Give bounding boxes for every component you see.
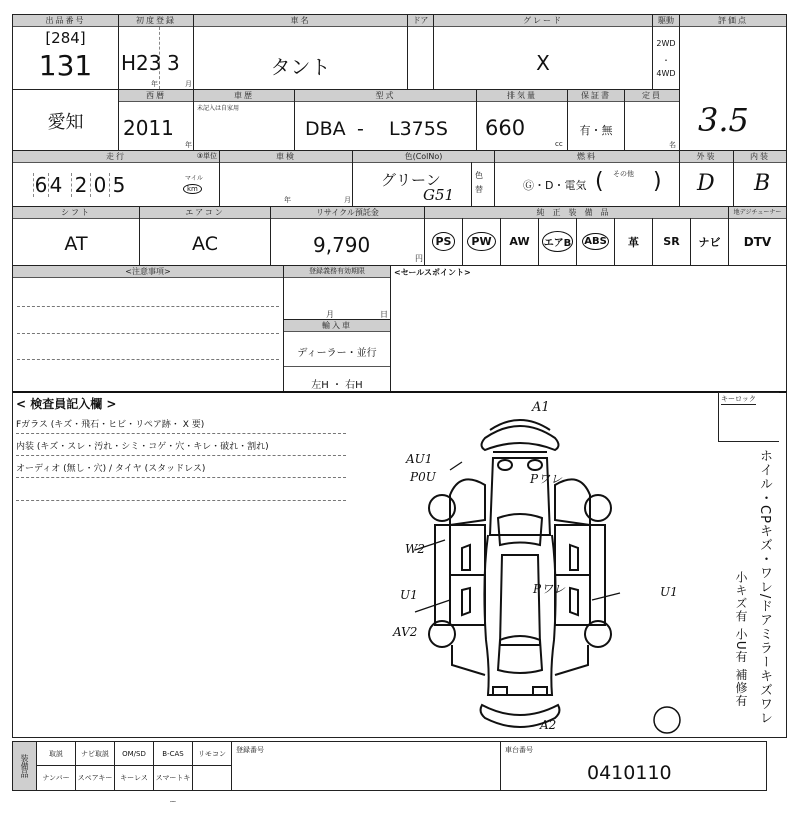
inspector-line-glass: Fガラス (キズ・飛石・ヒビ・リペア跡・ X 要) [16,420,205,430]
exterior-value: D [697,171,715,196]
accessory-om-sd: OM/SD [115,742,154,765]
mileage-aux-label: ③単位 [196,152,217,160]
region: 愛知 [47,112,84,133]
equipment-airbag: エアB [539,218,577,265]
aircon-cell [139,206,271,266]
key-lock-label: キーロック [721,395,756,403]
displacement-value: 660 [485,116,526,140]
equipment-label: 純正装備品 [425,207,728,219]
mark-left-front-door: W2 [405,542,425,556]
mark-roof: Pワレ [533,582,566,596]
displacement-label: 排気量 [477,90,567,102]
first-registration-era-year: H23 [121,51,162,75]
auction-code: [284] [45,29,86,47]
car-name: タント [270,55,331,79]
equipment-aw: AW [501,218,539,265]
model-year-label: 西暦 [119,90,193,102]
recycle-unit: 円 [415,254,423,263]
equipment-cell [424,206,729,266]
drive-cell [652,14,680,90]
drive-label: 駆動 [653,15,679,27]
mileage-digit: 4 [49,173,63,197]
capacity-cell [624,89,680,151]
mileage-digit: 5 [109,173,128,197]
year-unit: 年 [151,80,158,88]
fuel-paren-open: ( [595,169,604,194]
car-name-label: 車名 [194,15,407,27]
chassis-cell [500,741,767,791]
sales-points-label: <セールスポイント> [394,268,471,277]
expiry-day-unit: 日 [380,310,388,319]
color-label: 色(ColNo) [353,151,494,163]
accessory-bcas: B-CAS [154,742,193,765]
car-damage-diagram [390,400,650,730]
grade-cell [433,14,653,90]
inspection-year-unit: 年 [284,196,291,204]
aircon-value: AC [192,233,218,255]
model-type-label: 型式 [295,90,476,102]
reg-number-label: 登録番号 [236,746,264,754]
notes-label: <注意事項> [13,266,283,278]
history-label: 車歴 [194,90,294,102]
color-swap-label: 色替 [475,171,483,194]
exterior-label: 外装 [680,151,733,163]
fuel-paren-close: ) [653,169,662,194]
mark-hood: Pワレ [530,472,563,486]
model-type-cell [294,89,477,151]
import-label: 輸入車 [284,320,390,332]
equipment-abs: ABS [577,218,615,265]
equipment-sr: SR [653,218,691,265]
accessory-remote: リモコン [198,750,226,758]
capacity-unit: 名 [669,141,676,149]
lot-number: 131 [38,49,93,82]
interior-cell [733,150,787,207]
fuel-other-label: その他 [613,170,634,178]
grade-value: X [536,51,550,75]
tuner-label: 地デジチューナー [729,207,786,219]
equipment-navi: ナビ [698,235,721,249]
warranty-cell [567,89,625,151]
first-registration-label: 初度登録 [119,15,193,27]
displacement-cell [476,89,568,151]
equipment-list [425,218,728,265]
accessory-smart-key: スマートキー [154,766,193,790]
reg-number-cell [231,741,501,791]
recycle-cell [270,206,425,266]
inspection-cell [219,150,353,207]
model-type-code: L375S [389,118,448,140]
score-label: 評価点 [680,15,786,27]
mileage-digit: 0 [90,173,109,197]
notes-cell [12,265,284,392]
mark-left-rear-door: U1 [400,588,418,602]
first-registration-month: 3 [167,51,180,75]
mileage-unit-km: km [183,184,202,194]
accessories-cell [12,741,232,806]
score-value: 3.5 [698,101,749,139]
accessory-navi-manual: ナビ取説 [76,742,115,765]
accessories-side-label: 装備品 [13,742,37,790]
accessory-number-plate: ナンバー [37,766,76,790]
car-name-cell [193,14,408,90]
accessory-spare-key: スペアキー [76,766,115,790]
lot-cell [12,14,119,90]
equipment-ps: PS [425,218,463,265]
mileage-digits [33,173,128,197]
mark-right-rear-door: U1 [660,585,678,599]
inspector-line-interior: 内装 (キズ・スレ・汚れ・シミ・コゲ・穴・キレ・破れ・割れ) [16,442,269,452]
key-lock-box [718,392,779,442]
inspection-label: 車検 [220,151,352,163]
equipment-leather: 革 [615,218,653,265]
mileage-digit: 6 [34,173,48,197]
fuel-label: 燃料 [495,151,679,163]
import-handle: 左H ・ 右H [311,380,363,391]
color-code: G51 [423,186,455,204]
equipment-pw: PW [463,218,501,265]
fuel-cell [494,150,680,207]
exterior-cell [679,150,734,207]
color-name: グリーン [381,171,441,189]
aircon-label: エアコン [140,207,270,219]
model-year-unit: 年 [185,141,192,149]
tuner-value: DTV [743,235,772,249]
displacement-unit: cc [555,140,563,148]
shift-value: AT [64,233,88,255]
shift-cell [12,206,140,266]
grade-label: グレード [434,15,652,27]
drive-2wd: 2WD [656,39,676,48]
inspector-title: < 検査員記入欄 > [16,397,117,411]
registration-expiry-cell [283,265,391,320]
sales-points-cell [390,265,787,392]
accessory-manual: 取説 [37,742,76,765]
doors-cell [407,14,434,90]
model-type-prefix: DBA [305,118,346,140]
lot-label: 出品番号 [13,15,118,27]
mileage-unit-mile: マイル [185,175,203,182]
interior-value: B [754,171,771,196]
recycle-value: 9,790 [313,233,371,257]
accessory-keyless: キーレス [115,766,154,790]
month-unit: 月 [185,80,192,88]
first-registration-cell [118,14,194,90]
drive-sep: ・ [662,56,670,65]
registration-expiry-label: 登録義務有効期限 [284,266,390,278]
import-dealer: ディーラー・並行 [297,348,377,359]
mark-left-fender-2: P0U [410,470,436,484]
tuner-cell [728,206,787,266]
inspector-line-audio: オーディオ (無し・穴) / タイヤ (スタッドレス) [16,464,206,474]
capacity-label: 定員 [625,90,679,102]
mark-left-rear-fender: AV2 [393,625,418,639]
recycle-label: リサイクル預託金 [271,207,424,219]
import-cell [283,319,391,392]
mark-left-fender-1: AU1 [406,452,433,466]
mark-front-bumper: A1 [532,400,550,415]
region-cell [12,89,119,151]
spare-tire-icon [652,705,682,735]
side-notes-col1: ホイル・CPキズ・ワレ/ドアミラーキズワレ [757,449,772,726]
expiry-month-unit: 月 [326,310,334,319]
warranty-value: 有・無 [579,124,613,137]
fuel-options: Ⓖ・D・電気 [523,179,587,192]
chassis-label: 車台番号 [505,746,533,754]
history-note: 未記入は自家用 [197,105,240,112]
mileage-cell [12,150,220,207]
accessory-blank [193,766,231,790]
model-year: 2011 [123,116,174,140]
mileage-digit: 2 [71,173,90,197]
color-cell [352,150,495,207]
doors-label: ドア [408,15,433,27]
history-cell [193,89,295,151]
shift-label: シフト [13,207,139,219]
drive-4wd: 4WD [656,69,676,78]
model-year-cell [118,89,194,151]
chassis-number: 0410110 [587,762,672,784]
warranty-label: 保証書 [568,90,624,102]
mileage-label: 走行 [13,151,219,163]
inspection-month-unit: 月 [344,196,351,204]
interior-label: 内装 [734,151,786,163]
mark-rear-bumper: A2 [540,718,557,732]
side-notes-col2: 小キズ有 小U有 補修有 [734,571,748,708]
model-type-dash: - [357,118,364,140]
